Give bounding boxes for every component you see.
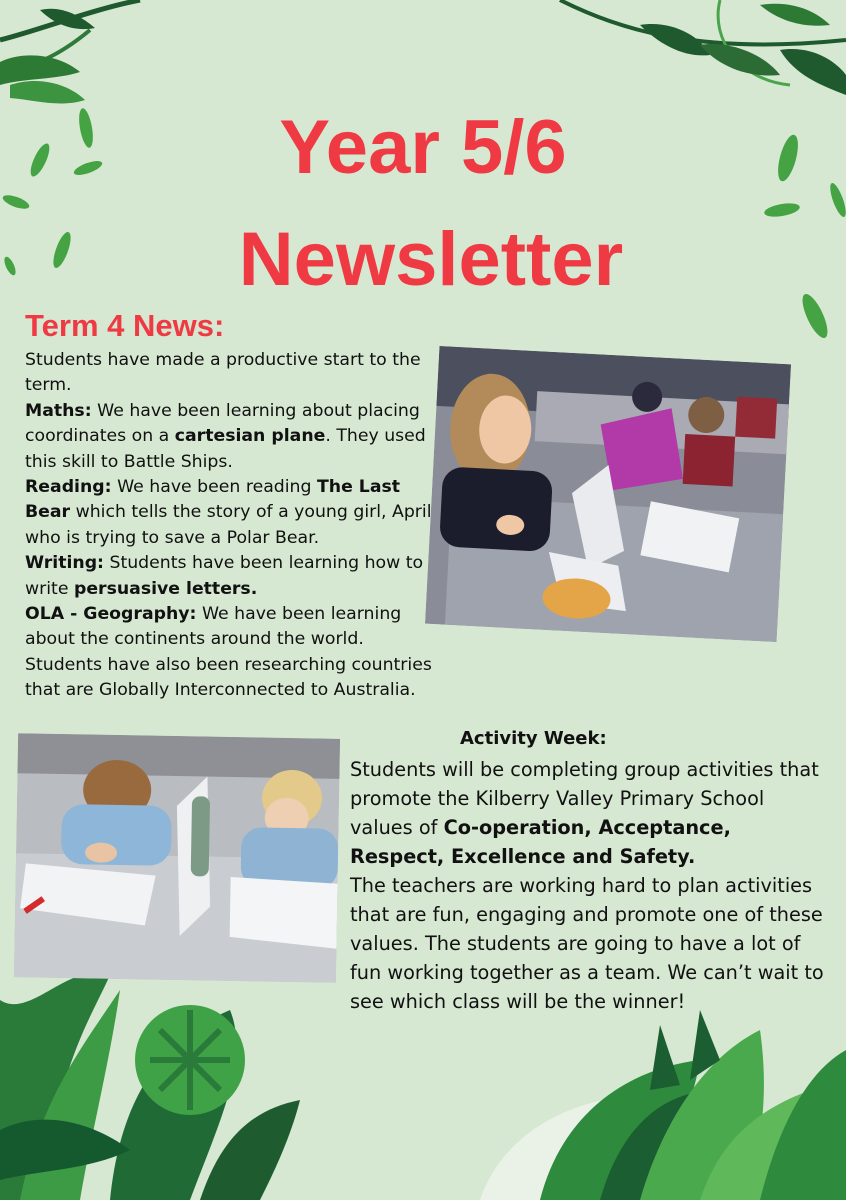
term-news-intro: Students have made a productive start to the term. xyxy=(25,350,421,396)
maths-bold-text: cartesian plane xyxy=(174,426,326,447)
maths-text-b: . They used this skill to Battle Ships. xyxy=(25,426,426,472)
reading-paragraph xyxy=(25,475,435,551)
classroom-reading-photo xyxy=(425,346,791,642)
students-writing-photo xyxy=(14,733,340,983)
ola-label: OLA - Geography: xyxy=(25,604,197,625)
ola-text: We have been learning about the continents around the world. Students have also been researching countries that are Globally Interconnected to Australia. xyxy=(25,604,432,701)
activity-week-text-b: The teachers are working hard to plan activities that are fun, engaging and promote one of these values. The students are going to have a lot of fun working together as a team. We can’t wait to see which class will be the winner! xyxy=(350,874,824,1013)
reading-book-title: The Last Bear xyxy=(25,477,401,523)
newsletter-title-line2: Newsletter xyxy=(238,217,624,302)
reading-text-b: which tells the story of a young girl, April who is trying to save a Polar Bear. xyxy=(25,502,432,548)
term-news-heading: Term 4 News: xyxy=(25,308,225,343)
term-news-body xyxy=(25,348,435,704)
writing-bold-text: persuasive letters. xyxy=(73,578,258,599)
ola-paragraph xyxy=(25,602,435,704)
activity-week-heading: Activity Week: xyxy=(460,728,607,749)
activity-week-values-paragraph xyxy=(350,755,830,871)
writing-label: Writing: xyxy=(25,553,104,574)
maths-text-a: We have been learning about placing coordinates on a xyxy=(25,400,420,447)
newsletter-title-line1: Year 5/6 xyxy=(279,105,567,190)
activity-week-body xyxy=(350,755,830,1016)
reading-text-a: We have been reading xyxy=(111,477,317,498)
reading-label: Reading: xyxy=(25,477,112,498)
writing-text-a: Students have been learning how to write xyxy=(25,553,424,599)
school-values-text: Co-operation, Acceptance, Respect, Excellence and Safety. xyxy=(350,816,731,868)
activity-week-text-a: Students will be completing group activities that promote the Kilberry Valley Primary School values of xyxy=(350,758,819,839)
writing-paragraph xyxy=(25,551,435,602)
maths-paragraph xyxy=(25,399,435,475)
maths-label: Maths: xyxy=(25,400,92,421)
